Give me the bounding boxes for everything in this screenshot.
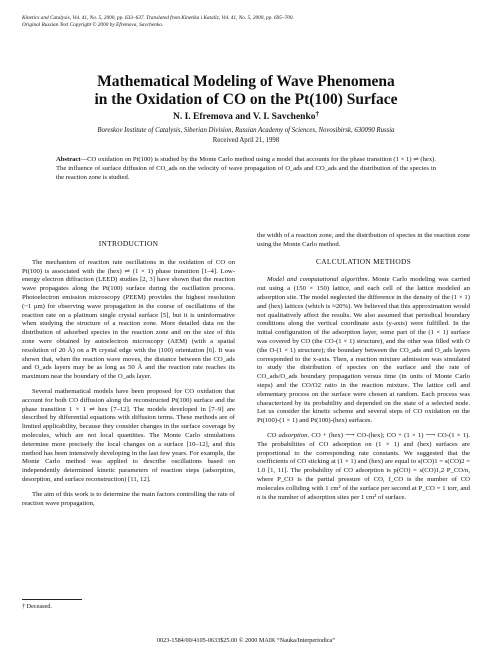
footnote-rule — [22, 599, 82, 600]
title-line-2: in the Oxidation of CO on the Pt(100) Surface — [94, 91, 398, 108]
intro-paragraph-2: Several mathematical models have been proposed for CO oxidation that account for both CO diffusion along the reconstructed Pt(100) surface and the phase transition 1 × 1 ⇌ hex [7–12]. The models developed in [7–9] are described by differential equations with diffusion terms. These methods are of limited applicability, because they consider changes in the surface coverage by molecules, which are not local quantities. The Monte Carlo simulations determine more precisely the local changes on a surface [10–12], and this method has been intensively developing in the last few years. For example, the Monte Carlo method was applied to describe oscillations based on independently determined kinetic parameters of reaction steps (adsorption, desorption, and surface reconstruction) [11, 12]. — [22, 387, 235, 483]
intro-paragraph-3: The aim of this work is to determine the main factors controlling the rate of reaction wave propagation, — [22, 490, 235, 507]
right-column — [257, 232, 470, 508]
journal-header — [22, 15, 462, 29]
journal-citation: Kinetics and Catalysis, Vol. 41, No. 5, 2000, pp. 633–637. Translated from Kinetika i Kataliz, Vol. 41, No. 5, 2000, pp. 695–700. — [22, 15, 294, 21]
left-column — [22, 232, 235, 514]
journal-copyright: Original Russian Text Copyright © 2000 by Efremova, Savchenko. — [22, 22, 164, 28]
paper-title — [20, 73, 472, 109]
model-text: Monte Carlo modeling was carried out using a (150 × 150) lattice, and each cell of the lattice modeled an adsorption site. The model neglected the difference in the density of the (1 × 1) and (hex) lattices (which is ≈20%). We believed that this approximation would not qualitatively affect the results. We also assumed that periodical boundary conditions along the vertical coordinate axis (y-axis) were fulfilled. In the initial configuration of the adsorption layer, some part of the (1 × 1) surface was covered by CO (the CO-(1 × 1) structure), and the other was filled with O (the O-(1 × 1) structure); the boundary between the CO_ads and O_ads layers corresponded to the x-axis. Then, a reaction mixture admission was simulated to study the distribution of species on the surface and the rate of CO_ads/O_ads boundary propagation versus time (in units of Monte Carlo steps) and the CO/O2 ratio in the reaction mixture. The lattice cell and elementary process on the surface were chosen at random. Each process was characterized by its probability and depended on the state of a selected node. Let us consider the kinetic scheme and several steps of CO oxidation on the Pt(100)-(1 × 1) and Pt(100)-(hex) surfaces. — [257, 276, 470, 425]
intro-paragraph-1: The mechanism of reaction rate oscillations in the oxidation of CO on Pt(100) is associated with the (hex) ⇌ (1 × 1) phase transition [1–4]. Low-energy electron diffraction (LEED) studies [2, 3] have shown that the reaction wave propagates along the Pt(100) surface during the oscillation process. Photoelectron emission microscopy (PEEM) provides the highest resolution (~1 μm) for observing wave propagation in the course of oscillations of the reaction rate on a platinum single crystal surface [5], but it is uninformative when studying the structure of a reaction zone. More detailed data on the distribution of adsorbed species in the reaction zone and on the size of this zone were obtained by autoelectron microscopy (AEM) (with a spatial resolution of 20 Å) on a Pt crystal edge with the (100) orientation [6]. It was shown that, when the reaction wave moves, the distance between the CO_ads and O_ads layers may be as long as 50 Å and the reaction rate reaches its maximum near the boundary of the O_ads layer. — [22, 258, 235, 381]
adsorption-text: CO + (hex) ⟶ CO-(hex); CO + (1 × 1) ⟶ CO-(1 × 1). The probabilities of CO adsorption on (1 × 1) and (hex) surfaces are proportional to the corresponding rate constants. We suggested that the coefficients of CO sticking at (1 × 1) and (hex) are equal to s(CO)1 = s(CO)2 = 1.0 [1, 11]. The probability of CO adsorption is p(CO) = s(CO)1,2 P_CO/n, where P_CO is the partial pressure of CO, f_CO is the number of CO molecules colliding with 1 cm² of the surface per second at P_CO = 1 torr, and n is the number of adsorption sites per 1 cm² of surface. — [257, 431, 470, 501]
abstract-label: Abstract — [56, 156, 81, 163]
abstract-text: —CO oxidation on Pt(100) is studied by the Monte Carlo method using a model that accounts for the phase transition (1 × 1) ⇌ (hex). The influence of surface diffusion of CO_ads on the velocity of wave propagation of O_ads and CO_ads and the distribution of the species in the reaction zone is studied. — [56, 156, 436, 181]
section-heading-introduction: INTRODUCTION — [98, 239, 159, 248]
adsorption-paragraph — [257, 432, 470, 502]
abstract — [56, 156, 436, 182]
affiliation: Boreskov Institute of Catalysis, Siberian Division, Russian Academy of Sciences, Novosibirsk, 630090 Russia — [97, 127, 395, 134]
model-lead: Model and computational algorithm. — [267, 276, 370, 284]
page-footer: 0023-1584/00/4105-0633$25.00 © 2000 MAIK “Nauka/Interperiodica” — [156, 637, 336, 644]
authors — [20, 109, 472, 123]
model-paragraph — [257, 276, 470, 426]
adsorption-lead: CO adsorption. — [267, 431, 310, 439]
author-names: N. I. Efremova and V. I. Savchenko — [172, 112, 316, 122]
section-heading-methods: CALCULATION METHODS — [316, 256, 411, 266]
footnote: † Deceased. — [22, 603, 52, 610]
author-mark: † — [315, 109, 320, 118]
received-date: Received April 21, 1998 — [212, 137, 280, 144]
intro-continuation: the width of a reaction zone, and the distribution of species in the reaction zone using the Monte Carlo method. — [257, 232, 470, 248]
title-line-1: Mathematical Modeling of Wave Phenomena — [97, 73, 395, 90]
